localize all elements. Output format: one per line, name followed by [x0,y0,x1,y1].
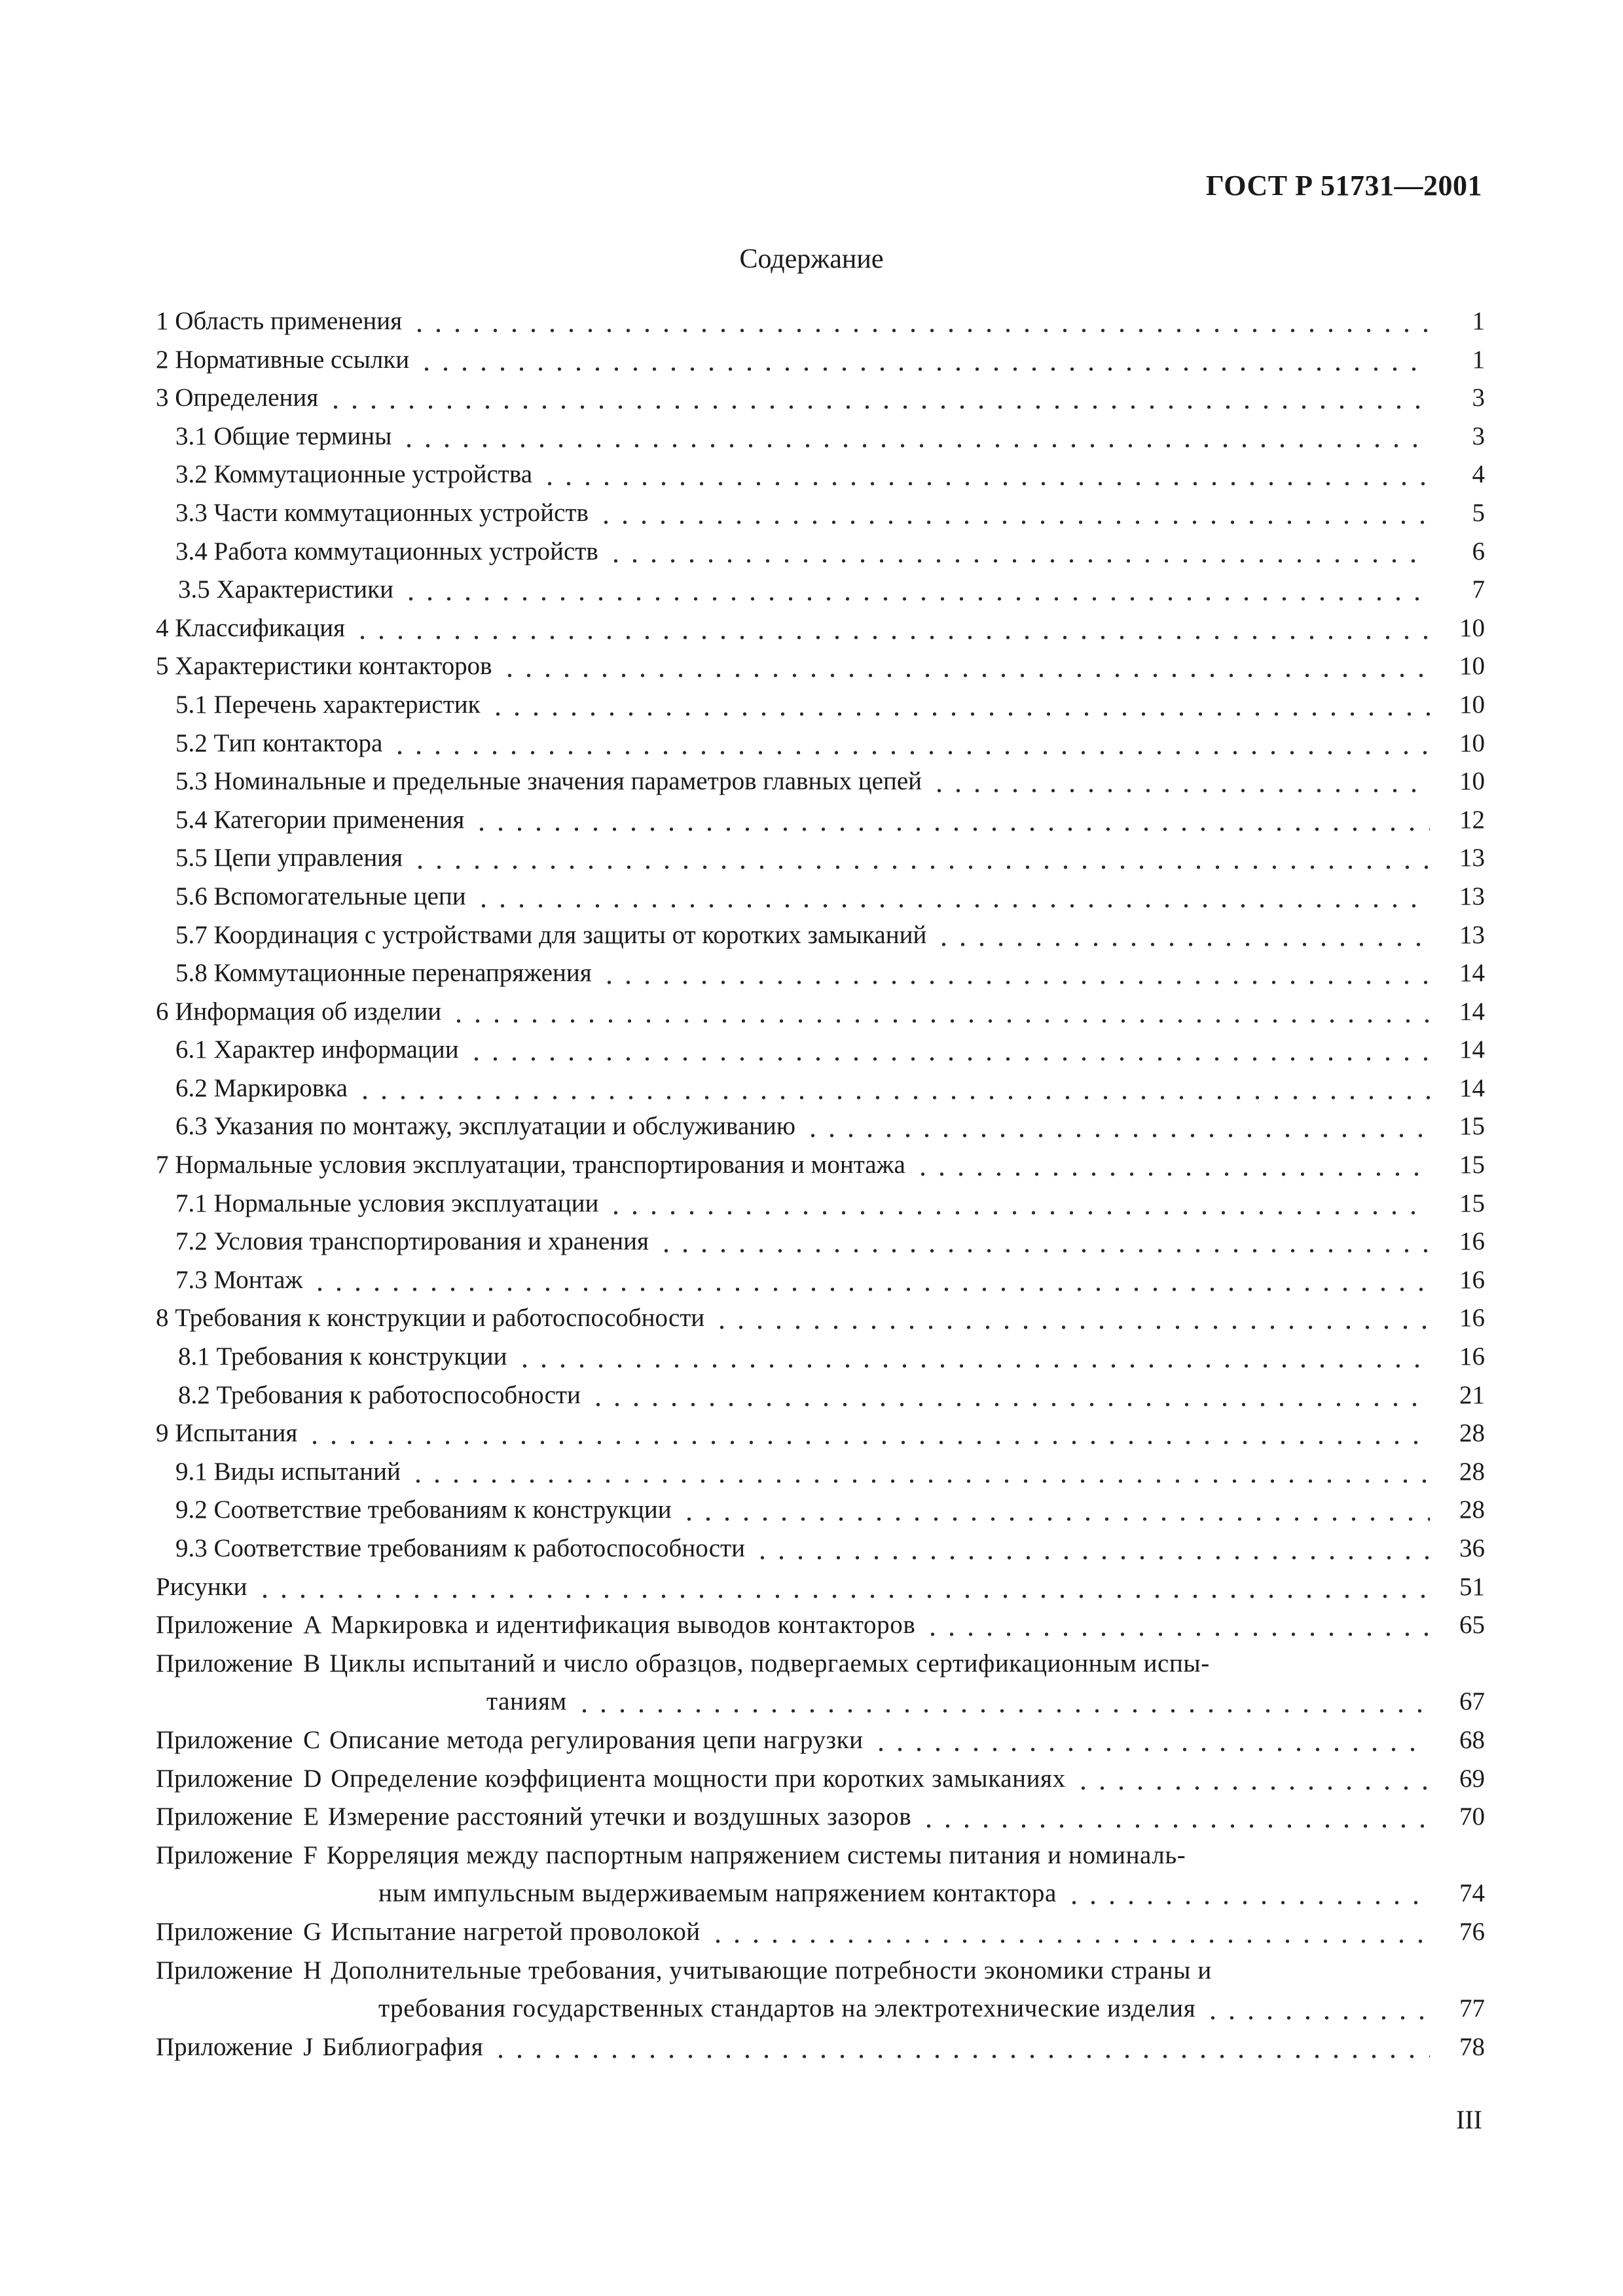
toc-entry[interactable] [156,497,1485,535]
toc-entry-title: 5.4 Категории применения [175,804,472,836]
toc-entry-title: 6.3 Указания по монтажу, эксплуатации и обслуживанию [175,1110,803,1143]
appendix-page: 65 [1459,1611,1485,1640]
dot-leader [401,573,1430,606]
toc-entry-title: 1 Область применения [156,305,410,338]
dot-leader [353,612,1430,645]
dot-leader [753,1532,1430,1565]
toc-entry-page: 7 [1472,575,1485,604]
toc-entry[interactable] [156,996,1485,1034]
appendix-title: Испытание нагретой проволокой [331,1916,708,1948]
dot-leader [399,420,1430,453]
toc-entry[interactable] [156,1110,1485,1149]
dot-leader [680,1494,1430,1526]
appendix-page: 68 [1459,1725,1485,1754]
toc-entry-page: 15 [1459,1112,1485,1141]
dot-leader [491,2031,1430,2064]
toc-entry-page: 6 [1472,537,1485,565]
toc-entry-title: 5.1 Перечень характеристик [175,689,488,721]
toc-entry-title: 2 Нормативные ссылки [156,344,417,376]
toc-entry-title: 8.1 Требования к конструкции [178,1340,515,1373]
toc-entry[interactable] [156,344,1485,382]
appendix-entry[interactable] [156,2031,1485,2070]
toc-entry-page: 16 [1459,1304,1485,1333]
toc-entry[interactable] [156,1571,1485,1609]
appendix-entry-continuation [156,1877,1485,1916]
dot-leader [488,689,1430,721]
toc-entry[interactable] [156,1033,1485,1072]
toc-entry-title: Рисунки [156,1571,255,1604]
dot-leader [712,1302,1430,1335]
toc-entry[interactable] [156,420,1485,459]
appendix-title: Библиография [322,2031,491,2064]
table-of-contents [156,305,1485,2069]
dot-leader [913,1149,1430,1181]
toc-entry[interactable] [156,1072,1485,1111]
toc-entry-page: 28 [1459,1419,1485,1448]
toc-entry[interactable] [156,305,1485,344]
appendix-label: Приложение Е [156,1803,319,1831]
toc-entry-title: 5 Характеристики контакторов [156,650,500,683]
toc-entry-title: 9 Испытания [156,1417,305,1450]
appendix-page: 74 [1459,1879,1485,1908]
appendix-title: ным импульсным выдерживаемым напряжением контактора [378,1877,1065,1910]
appendix-entry[interactable] [156,1839,1485,1878]
toc-entry[interactable] [156,650,1485,689]
toc-entry[interactable] [156,458,1485,497]
toc-entry-page: 15 [1459,1189,1485,1217]
toc-entry[interactable] [156,727,1485,766]
dot-leader [871,1724,1430,1757]
toc-entry-page: 12 [1459,805,1485,834]
appendix-entry-continuation [156,1685,1485,1724]
toc-entry-page: 14 [1459,1073,1485,1102]
appendix-page: 77 [1459,1994,1485,2023]
dot-leader [930,765,1430,798]
dot-leader [410,305,1430,338]
toc-entry[interactable] [156,1379,1485,1418]
appendix-entry[interactable] [156,1647,1485,1686]
toc-entry-page: 3 [1472,422,1485,450]
appendix-title: Циклы испытаний и число образцов, подвергаемых сертификационным испы- [329,1647,1218,1680]
toc-entry-title: 8 Требования к конструкции и работоспособности [156,1302,712,1335]
toc-entry-page: 10 [1459,767,1485,796]
toc-entry-page: 16 [1459,1342,1485,1371]
toc-entry[interactable] [156,842,1485,880]
dot-leader [803,1110,1430,1143]
appendix-title: Корреляция между паспортным напряжением системы питания и номиналь- [327,1839,1194,1872]
toc-entry[interactable] [156,612,1485,651]
appendix-entry[interactable] [156,1954,1485,1993]
dot-leader [600,957,1430,990]
dot-leader [390,727,1430,760]
toc-entry[interactable] [156,573,1485,612]
toc-entry-title: 9.1 Виды испытаний [175,1456,409,1488]
appendix-label: Приложение G [156,1917,322,1946]
appendix-entry[interactable] [156,1763,1485,1801]
appendix-entry-continuation [156,1992,1485,2031]
appendix-page: 67 [1459,1687,1485,1716]
toc-entry-page: 5 [1472,498,1485,527]
toc-entry[interactable] [156,1456,1485,1494]
appendix-page: 70 [1459,1803,1485,1831]
toc-entry-title: 5.7 Координация с устройствами для защиты от коротких замыканий [175,919,934,952]
appendix-entry[interactable] [156,1609,1485,1647]
dot-leader [657,1225,1430,1258]
appendix-title: требования государственных стандартов на электротехнические изделия [378,1992,1203,2025]
toc-entry-page: 14 [1459,1035,1485,1064]
toc-entry[interactable] [156,804,1485,842]
toc-entry-page: 14 [1459,959,1485,988]
dot-leader [923,1609,1430,1641]
appendix-label: Приложение С [156,1725,321,1754]
toc-entry-title: 6 Информация об изделии [156,996,449,1028]
toc-entry-title: 8.2 Требования к работоспособности [178,1379,589,1412]
dot-leader [596,497,1430,529]
toc-entry-page: 13 [1459,920,1485,949]
dot-leader [467,1033,1430,1066]
appendix-title: Определение коэффициента мощности при коротких замыканиях [331,1763,1073,1795]
dot-leader [310,1264,1430,1297]
toc-entry-page: 3 [1472,384,1485,412]
appendix-title: Измерение расстояний утечки и воздушных зазоров [328,1801,919,1833]
toc-entry-page: 1 [1472,307,1485,335]
toc-entry-page: 15 [1459,1151,1485,1179]
toc-entry[interactable] [156,689,1485,727]
appendix-label: Приложение Н [156,1956,322,1984]
dot-leader [934,919,1430,952]
toc-entry[interactable] [156,1340,1485,1379]
toc-entry[interactable] [156,1532,1485,1571]
toc-entry-title: 5.3 Номинальные и предельные значения параметров главных цепей [175,765,930,798]
toc-entry[interactable] [156,919,1485,958]
appendix-entry[interactable] [156,1916,1485,1954]
toc-entry-title: 6.2 Маркировка [175,1072,356,1105]
dot-leader [305,1417,1430,1450]
appendix-page: 76 [1459,1917,1485,1946]
toc-entry[interactable] [156,765,1485,804]
dot-leader [589,1379,1430,1412]
appendix-page: 69 [1459,1764,1485,1793]
toc-entry-title: 7.3 Монтаж [175,1264,310,1297]
toc-entry-title: 3.2 Коммутационные устройства [175,458,540,491]
dot-leader [356,1072,1430,1105]
toc-entry-page: 36 [1459,1534,1485,1562]
dot-leader [410,842,1430,874]
toc-entry-title: 5.5 Цепи управления [175,842,410,874]
dot-leader [255,1571,1430,1604]
toc-entry-page: 10 [1459,652,1485,681]
toc-entry[interactable] [156,957,1485,996]
toc-entry-page: 28 [1459,1496,1485,1524]
toc-entry-title: 4 Классификация [156,612,353,645]
document-code: ГОСТ Р 51731—2001 [1205,170,1482,202]
dot-leader [409,1456,1430,1488]
appendix-label: Приложение J [156,2032,314,2061]
toc-entry-page: 51 [1459,1572,1485,1601]
toc-entry-page: 1 [1472,345,1485,374]
toc-entry-page: 10 [1459,690,1485,719]
dot-leader [1203,1992,1430,2025]
toc-entry-title: 3.1 Общие термины [175,420,399,453]
dot-leader [449,996,1430,1028]
dot-leader [1065,1877,1430,1910]
toc-entry-title: 3 Определения [156,382,326,414]
appendix-entry[interactable] [156,1724,1485,1763]
toc-entry[interactable] [156,535,1485,574]
dot-leader [417,344,1430,376]
toc-entry-title: 9.2 Соответствие требованиям к конструкции [175,1494,680,1526]
dot-leader [575,1685,1430,1718]
appendix-list [156,1609,1485,2069]
appendix-entry[interactable] [156,1801,1485,1839]
toc-entry-title: 7.2 Условия транспортирования и хранения [175,1225,657,1258]
toc-entry[interactable] [156,1264,1485,1302]
appendix-label: Приложение А [156,1611,322,1640]
toc-entry[interactable] [156,1187,1485,1226]
toc-entry-title: 7.1 Нормальные условия эксплуатации [175,1187,606,1220]
toc-entry-title: 5.8 Коммутационные перенапряжения [175,957,600,990]
toc-entry-title: 9.3 Соответствие требованиям к работоспособности [175,1532,753,1565]
toc-entry-page: 16 [1459,1227,1485,1256]
toc-entry-page: 13 [1459,882,1485,910]
toc-entry-title: 3.5 Характеристики [178,573,401,606]
appendix-title: Дополнительные требования, учитывающие потребности экономики страны и [331,1954,1220,1987]
page-number: III [1456,2105,1482,2134]
toc-entry-title: 7 Нормальные условия эксплуатации, транспортирования и монтажа [156,1149,913,1181]
toc-entry-page: 28 [1459,1457,1485,1486]
toc-entry-page: 10 [1459,728,1485,757]
toc-entry[interactable] [156,1225,1485,1264]
dot-leader [708,1916,1430,1948]
toc-entry-title: 5.6 Вспомогательные цепи [175,880,474,913]
toc-entry[interactable] [156,1302,1485,1340]
dot-leader [515,1340,1430,1373]
dot-leader [474,880,1430,913]
dot-leader [540,458,1430,491]
appendix-label: Приложение F [156,1840,318,1869]
appendix-title: Маркировка и идентификация выводов контакторов [331,1609,923,1641]
toc-title: Содержание [739,244,884,274]
toc-entry[interactable] [156,1149,1485,1187]
toc-entry[interactable] [156,1494,1485,1532]
dot-leader [1074,1763,1430,1795]
appendix-page: 78 [1459,2032,1485,2061]
toc-entry-page: 10 [1459,613,1485,642]
dot-leader [326,382,1430,414]
appendix-title: таниям [486,1685,575,1718]
appendix-title: Описание метода регулирования цепи нагрузки [329,1724,871,1757]
dot-leader [919,1801,1430,1833]
dot-leader [500,650,1430,683]
toc-entry-page: 13 [1459,844,1485,872]
toc-entry-page: 4 [1472,460,1485,489]
appendix-label: Приложение D [156,1764,322,1793]
toc-entry[interactable] [156,880,1485,919]
toc-entry-page: 21 [1459,1380,1485,1409]
toc-entry-page: 16 [1459,1265,1485,1294]
toc-entry-title: 5.2 Тип контактора [175,727,390,760]
toc-entry-title: 6.1 Характер информации [175,1033,467,1066]
dot-leader [606,1187,1430,1220]
dot-leader [472,804,1430,836]
toc-entry[interactable] [156,1417,1485,1456]
toc-entry-title: 3.3 Части коммутационных устройств [175,497,596,529]
toc-entry-title: 3.4 Работа коммутационных устройств [175,535,606,568]
toc-entry[interactable] [156,382,1485,420]
dot-leader [606,535,1430,568]
toc-entry-page: 14 [1459,997,1485,1026]
appendix-label: Приложение В [156,1649,321,1677]
